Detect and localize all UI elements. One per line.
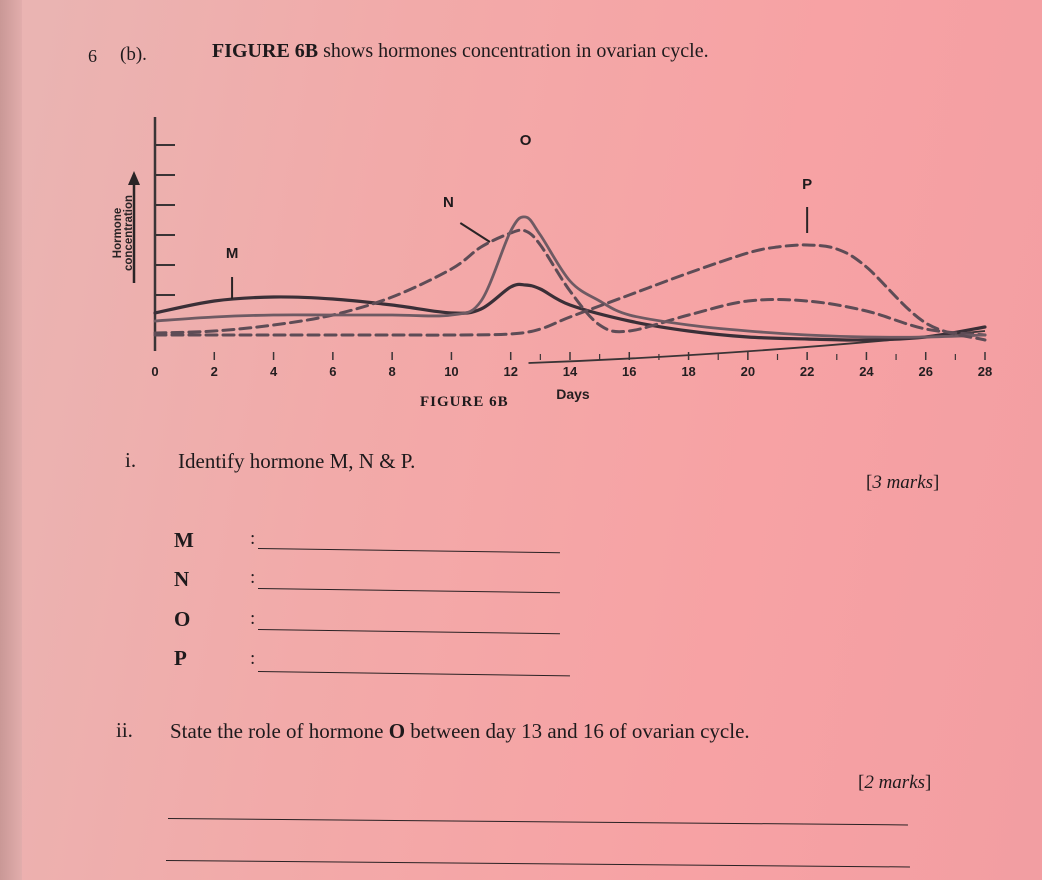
part-ii-marks: [2 marks] (858, 772, 932, 793)
part-i-marks: [3 marks] (866, 472, 940, 493)
part-i-question: Identify hormone M, N & P. (178, 449, 416, 473)
question-number: 6 (88, 46, 97, 66)
x-tick-label: 24 (859, 364, 874, 379)
x-tick-label: 26 (918, 364, 933, 379)
figure-reference: FIGURE 6B (212, 40, 319, 62)
answer-line-n[interactable] (258, 588, 560, 593)
x-tick-label: 12 (503, 364, 518, 379)
part-ii-question (170, 719, 750, 744)
answer-line-o[interactable] (258, 629, 560, 634)
part-ii-text-before: State the role of hormone (170, 719, 389, 743)
label-n-pointer (460, 223, 490, 242)
x-tick-label: 14 (562, 364, 578, 379)
answer-colon-n: : (250, 567, 256, 588)
y-axis-label-line2: concentration (123, 194, 135, 272)
label-p: P (802, 176, 813, 193)
answer-label-n: N (174, 567, 190, 591)
label-n: N (443, 194, 454, 211)
answer-label-p: P (174, 646, 187, 670)
x-tick-label: 18 (681, 364, 696, 379)
answer-label-o: O (174, 607, 191, 631)
answer-colon-m: : (250, 528, 256, 549)
y-axis-arrowhead (128, 171, 140, 185)
answer-label-m: M (174, 528, 194, 552)
answer-line-m[interactable] (258, 548, 560, 553)
question-intro (212, 40, 709, 63)
label-o: O (519, 132, 532, 149)
answer-write-line-1[interactable] (168, 818, 908, 825)
x-axis-label: Days (556, 386, 590, 402)
chart-axes (112, 117, 992, 402)
figure-caption: FIGURE 6B (420, 394, 509, 410)
series-line-o (155, 217, 985, 337)
question-part: (b). (120, 44, 147, 65)
x-tick-label: 8 (388, 364, 396, 379)
x-tick-label: 0 (151, 364, 159, 379)
answer-line-p[interactable] (258, 671, 570, 676)
x-tick-label: 16 (622, 364, 637, 379)
x-tick-label: 6 (329, 364, 337, 379)
part-ii-number: ii. (116, 718, 133, 742)
part-i-number: i. (125, 448, 137, 472)
chart-series (155, 217, 985, 340)
x-tick-label: 2 (210, 364, 218, 379)
part-ii-marks-text: 2 marks (864, 772, 926, 793)
part-ii-text-after: between day 13 and 16 of ovarian cycle. (405, 719, 750, 743)
x-tick-label: 4 (269, 364, 278, 379)
x-tick-label: 28 (977, 364, 993, 379)
x-tick-label: 10 (444, 364, 459, 379)
part-i-marks-text: 3 marks (872, 472, 934, 493)
label-m: M (225, 245, 239, 262)
y-axis-label-line1: Hormone (112, 207, 124, 259)
page-edge-shadow (0, 0, 22, 880)
chart-labels (226, 132, 812, 299)
answer-colon-p: : (250, 648, 256, 669)
hormone-chart (100, 105, 1000, 405)
question-intro-text: shows hormones concentration in ovarian cycle. (318, 40, 709, 62)
answer-colon-o: : (250, 608, 256, 629)
x-tick-label: 20 (740, 364, 756, 379)
answer-write-line-2[interactable] (166, 860, 910, 867)
part-ii-hormone: O (388, 719, 406, 743)
x-tick-label: 22 (799, 364, 815, 379)
